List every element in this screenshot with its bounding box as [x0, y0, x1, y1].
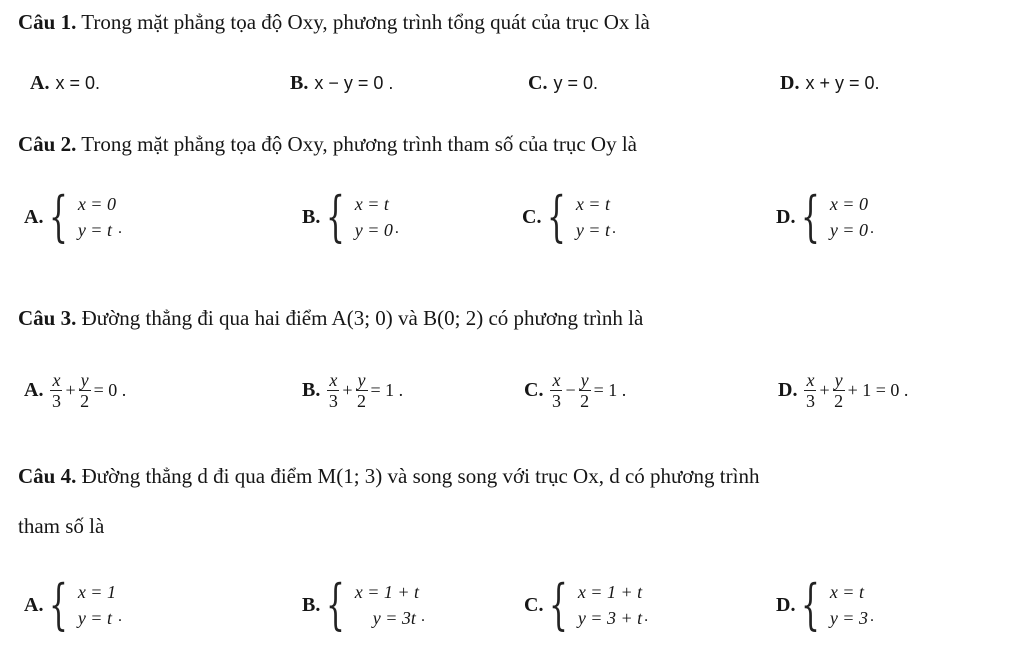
equation-line: x = t [829, 582, 864, 602]
operator: + [342, 380, 353, 400]
equation-line: x = 0 [829, 194, 868, 214]
question-1 [18, 10, 650, 35]
fraction-y [579, 370, 591, 411]
question-text: tham số là [18, 514, 105, 538]
option-letter: A. [30, 72, 50, 94]
q3-option-b [302, 370, 405, 411]
question-text: Trong mặt phẳng tọa độ Oxy, phương trình tham số của trục Oy là [81, 132, 638, 156]
q1-option-a [30, 72, 100, 95]
q4-option-d [776, 573, 874, 636]
denominator: 2 [80, 391, 90, 411]
denominator: 3 [328, 391, 338, 411]
brace-icon: { [549, 573, 569, 636]
q3-option-d [778, 370, 910, 411]
option-letter: B. [302, 205, 321, 228]
equation-line: y = t [77, 220, 112, 240]
numerator: y [80, 370, 89, 390]
equation-system [49, 185, 122, 248]
equation-line: y = t [575, 220, 610, 240]
question-label: Câu 1. [18, 10, 77, 34]
option-letter: B. [290, 72, 309, 94]
equation-line: y = 3t [372, 608, 416, 628]
brace-icon: { [49, 573, 69, 636]
denominator: 2 [834, 391, 844, 411]
equation-system [49, 573, 122, 636]
fraction-x [804, 370, 816, 411]
equation-line: y = 0 [829, 220, 868, 240]
period: . [117, 220, 122, 237]
equation-line: y = t [77, 608, 112, 628]
denominator: 3 [51, 391, 61, 411]
option-letter: C. [528, 72, 548, 94]
option-letter: D. [778, 379, 798, 401]
numerator: y [357, 370, 366, 390]
equation-line: x = 1 [77, 582, 116, 602]
fraction-y [356, 370, 368, 411]
numerator: x [806, 370, 815, 390]
q2-option-c [522, 185, 616, 248]
period: . [394, 220, 399, 237]
brace-icon: { [326, 185, 346, 248]
denominator: 2 [357, 391, 366, 411]
equation-line: x = t [575, 194, 610, 214]
q3-option-a [24, 370, 128, 411]
equation-line: x = t [354, 194, 389, 214]
option-text: x + y = 0. [805, 73, 880, 93]
option-text: x − y = 0 . [314, 73, 394, 93]
question-4 [18, 464, 759, 489]
question-text: Đường thẳng đi qua hai điểm A(3; 0) và B(0; 2) có phương trình là [81, 306, 644, 330]
brace-icon: { [801, 573, 821, 636]
q3-option-c [524, 370, 628, 411]
equation-system [326, 185, 399, 248]
denominator: 2 [580, 391, 590, 411]
numerator: x [52, 370, 61, 390]
right-hand-side: = 1 . [370, 380, 404, 400]
question-3 [18, 306, 643, 331]
period: . [611, 220, 616, 237]
brace-icon: { [49, 185, 69, 248]
fraction-x [327, 370, 339, 411]
question-label: Câu 3. [18, 306, 77, 330]
fraction-y [79, 370, 91, 411]
question-text: Trong mặt phẳng tọa độ Oxy, phương trình tổng quát của trục Ox là [81, 10, 650, 34]
q2-option-a [24, 185, 122, 248]
numerator: y [580, 370, 589, 390]
equation-system [326, 573, 425, 636]
option-text: x = 0. [55, 73, 100, 93]
numerator: x [552, 370, 561, 390]
fraction-y [833, 370, 845, 411]
option-letter: B. [302, 379, 321, 401]
option-letter: B. [302, 593, 321, 616]
equation-system [549, 573, 649, 636]
period: . [644, 608, 649, 625]
q1-option-d [780, 72, 880, 95]
option-letter: C. [524, 379, 544, 401]
question-4-continuation [18, 514, 104, 539]
period: . [869, 608, 874, 625]
option-letter: A. [24, 379, 44, 401]
equation-system [801, 573, 874, 636]
equation-line: y = 3 [829, 608, 868, 628]
equation-line: x = 0 [77, 194, 116, 214]
option-letter: D. [776, 205, 796, 228]
period: . [421, 608, 425, 625]
question-label: Câu 4. [18, 464, 77, 488]
fraction-x [550, 370, 562, 411]
right-hand-side: = 1 . [593, 380, 627, 400]
q4-option-c [524, 573, 649, 636]
option-letter: A. [24, 593, 44, 616]
option-letter: D. [780, 72, 800, 94]
option-text: y = 0. [553, 73, 598, 93]
equation-line: x = 1 + t [354, 582, 419, 602]
q4-option-b [302, 573, 425, 636]
period: . [869, 220, 874, 237]
fraction-x [50, 370, 62, 411]
question-2 [18, 132, 637, 157]
q1-option-c [528, 72, 598, 95]
equation-system [801, 185, 874, 248]
operator: + [819, 380, 830, 400]
operator: + [65, 380, 76, 400]
equation-line: y = 0 [354, 220, 393, 240]
period: . [117, 608, 122, 625]
option-letter: C. [524, 593, 544, 616]
q4-option-a [24, 573, 122, 636]
equation-line: y = 3 + t [577, 608, 643, 628]
brace-icon: { [801, 185, 821, 248]
right-hand-side: + 1 = 0 . [847, 380, 909, 400]
right-hand-side: = 0 . [93, 380, 127, 400]
question-label: Câu 2. [18, 132, 77, 156]
brace-icon: { [326, 573, 346, 636]
equation-system [547, 185, 616, 248]
option-letter: A. [24, 205, 44, 228]
q2-option-b [302, 185, 399, 248]
numerator: x [329, 370, 338, 390]
option-letter: C. [522, 205, 542, 228]
equation-line: x = 1 + t [577, 582, 643, 602]
brace-icon: { [547, 185, 567, 248]
denominator: 3 [551, 391, 561, 411]
numerator: y [834, 370, 843, 390]
operator: − [565, 380, 576, 400]
option-letter: D. [776, 593, 796, 616]
denominator: 3 [805, 391, 815, 411]
q1-option-b [290, 72, 393, 95]
q2-option-d [776, 185, 874, 248]
question-text: Đường thẳng d đi qua điểm M(1; 3) và song song với trục Ox, d có phương trình [81, 464, 760, 488]
